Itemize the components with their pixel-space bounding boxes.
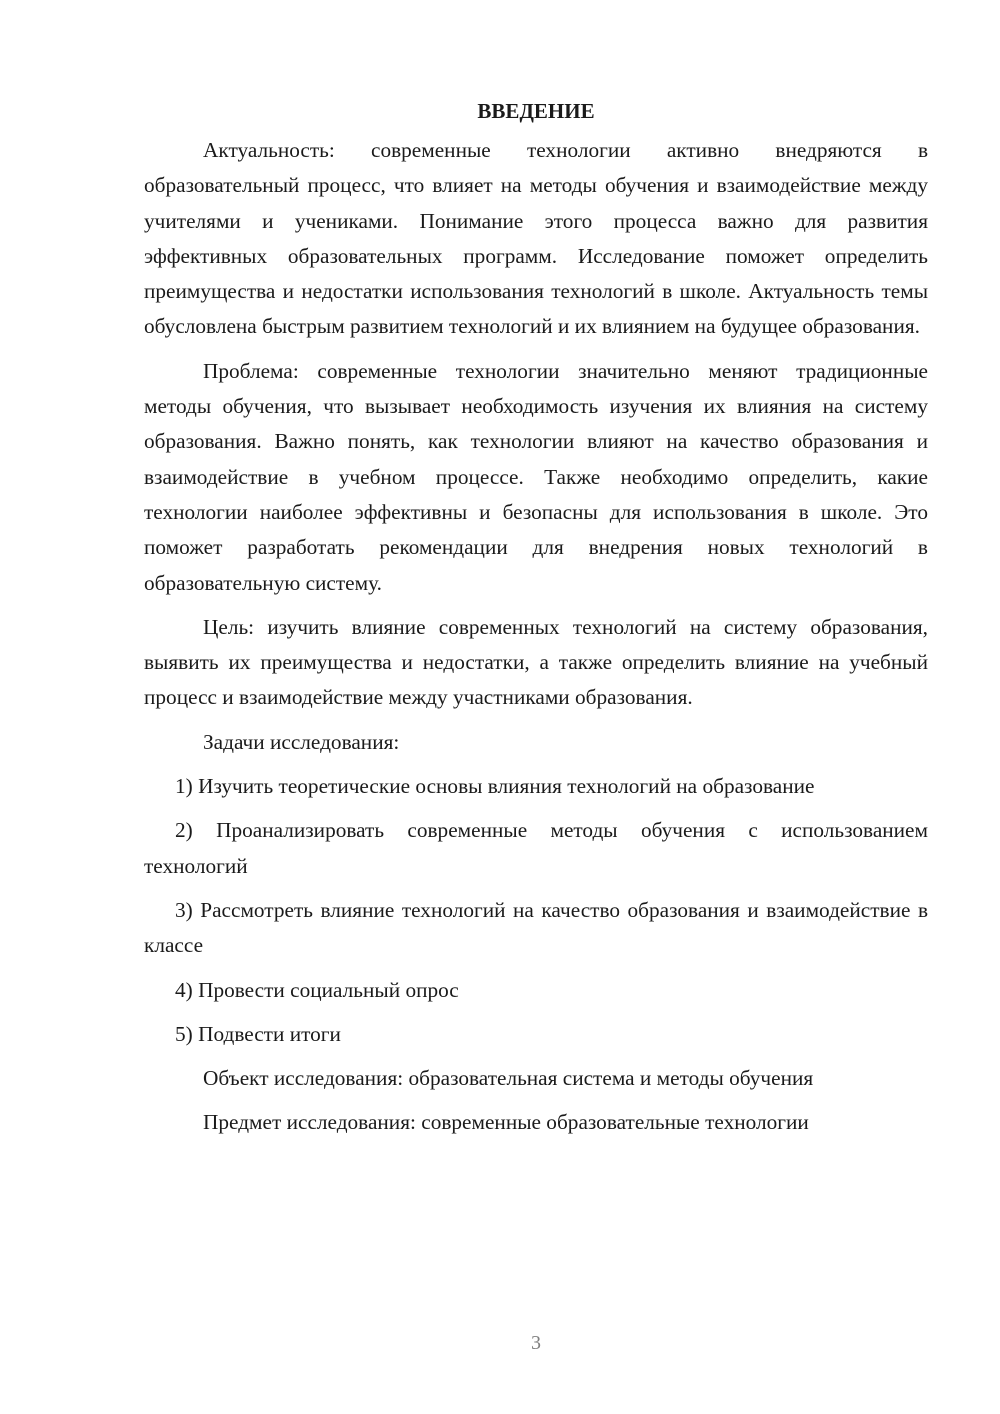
research-subject: Предмет исследования: современные образовательные технологии xyxy=(203,1110,809,1135)
document-body xyxy=(144,95,928,1150)
goal-paragraph: Цель: изучить влияние современных технологий на систему образования, выявить их преимущества и недостатки, а также определить влияние на учебный процесс и взаимодействие между участниками образования. xyxy=(144,614,928,710)
research-object: Объект исследования: образовательная система и методы обучения xyxy=(203,1066,814,1091)
task-item: 3) Рассмотреть влияние технологий на качество образования и взаимодействие в классе xyxy=(144,897,928,958)
section-title: ВВЕДЕНИЕ xyxy=(477,99,595,123)
task-item: 4) Провести социальный опрос xyxy=(175,977,459,1002)
task-item: 1) Изучить теоретические основы влияния технологий на образование xyxy=(175,774,815,799)
page-number: 3 xyxy=(531,1332,541,1354)
task-item: 5) Подвести итоги xyxy=(175,1021,341,1046)
relevance-paragraph: Актуальность: современные технологии активно внедряются в образовательный процесс, что влияет на методы обучения и взаимодействие между учителями и учениками. Понимание этого процесса важно для развития эффективных образовательных программ. Исследование поможет определить преимущества и недостатки использования технологий в школе. Актуальность темы обусловлена быстрым развитием технологий и их влиянием на будущее образования. xyxy=(144,138,928,339)
problem-paragraph: Проблема: современные технологии значительно меняют традиционные методы обучения, что вызывает необходимость изучения их влияния на систему образования. Важно понять, как технологии влияют на качество образования и взаимодействие в учебном процессе. Также необходимо определить, какие технологии наиболее эффективны и безопасны для использования в школе. Это поможет разработать рекомендации для внедрения новых технологий в образовательную систему. xyxy=(144,358,928,595)
task-item: 2) Проанализировать современные методы обучения с использованием технологий xyxy=(144,818,928,878)
tasks-heading: Задачи исследования: xyxy=(203,729,400,754)
